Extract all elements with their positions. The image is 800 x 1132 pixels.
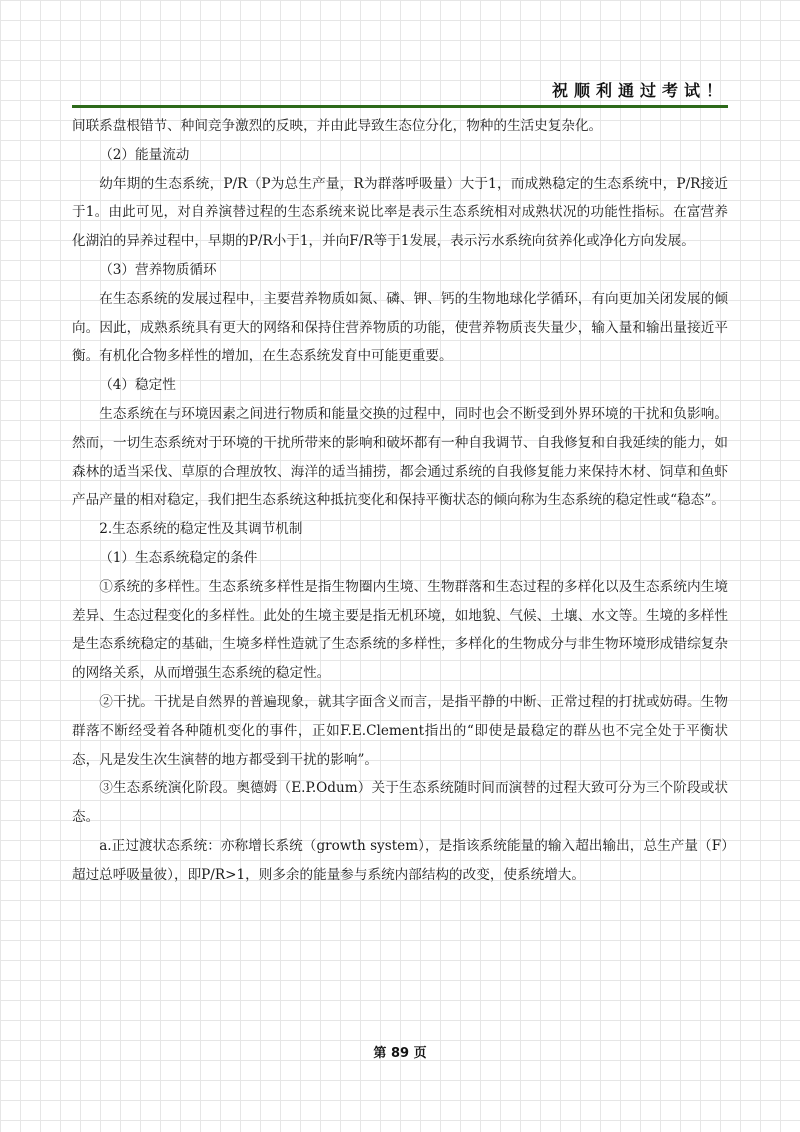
- section-heading: （1）生态系统稳定的条件: [99, 549, 258, 566]
- header-divider: [72, 105, 728, 108]
- paragraph: ②干扰。干扰是自然界的普遍现象，就其字面含义而言，是指平静的中断、正常过程的打扰或妨碍。生物群落不断经受着各种随机变化的事件，正如F.E.Clement指出的“即使是最稳定的群丛也不完全处于平衡状态，凡是发生次生演替的地方都受到干扰的影响”。: [72, 693, 728, 768]
- page-number: 第 89 页: [373, 1046, 427, 1061]
- paragraph: ①系统的多样性。生态系统多样性是指生物圈内生境、生物群落和生态过程的多样化以及生态系统内生境差异、生态过程变化的多样性。此处的生境主要是指无机环境，如地貌、气候、土壤、水文等。生境的多样性是生态系统稳定的基础，生境多样性造就了生态系统的多样性，多样化的生物成分与非生物环境形成错综复杂的网络关系，从而增强生态系统的稳定性。: [72, 578, 728, 682]
- paragraph: 间联系盘根错节、种间竞争激烈的反映，并由此导致生态位分化，物种的生活史复杂化。: [72, 118, 603, 134]
- section-heading: （4）稳定性: [99, 377, 176, 394]
- paragraph: 幼年期的生态系统，P/R（P为总生产量，R为群落呼吸量）大于1，而成熟稳定的生态系统中，P/R接近于1。由此可见，对自养演替过程的生态系统来说比率是表示生态系统相对成熟状况的功能性指标。在富营养化湖泊的异养过程中，早期的P/R小于1，并向F/R等于1发展，表示污水系统向贫养化或净化方向发展。: [72, 175, 728, 250]
- document-body: [72, 112, 728, 890]
- paragraph: ③生态系统演化阶段。奥德姆（E.P.Odum）关于生态系统随时间而演替的过程大致可分为三个阶段或状态。: [72, 780, 728, 826]
- paragraph: a.正过渡状态系统：亦称增长系统（growth system），是指该系统能量的输入超出输出，总生产量（F）超过总呼吸量彼），即P/R>1，则多余的能量参与系统内部结构的改变，使系统增大。: [72, 837, 728, 883]
- section-heading: （2）能量流动: [99, 146, 190, 163]
- paragraph: 在生态系统的发展过程中，主要营养物质如氮、磷、钾、钙的生物地球化学循环，有向更加关闭发展的倾向。因此，成熟系统具有更大的网络和保持住营养物质的功能，使营养物质丧失量少，输入量和输出量接近平衡。有机化合物多样性的增加，在生态系统发育中可能更重要。: [72, 290, 728, 365]
- paragraph: 生态系统在与环境因素之间进行物质和能量交换的过程中，同时也会不断受到外界环境的干扰和负影响。然而，一切生态系统对于环境的干扰所带来的影响和破坏都有一种自我调节、自我修复和自我延续的能力，如森林的适当采伐、草原的合理放牧、海洋的适当捕捞，都会通过系统的自我修复能力来保持木材、饲草和鱼虾产品产量的相对稳定，我们把生态系统这种抵抗变化和保持平衡状态的倾向称为生态系统的稳定性或“稳态”。: [72, 405, 728, 509]
- section-heading: 2.生态系统的稳定性及其调节机制: [99, 521, 303, 538]
- section-heading: （3）营养物质循环: [99, 261, 217, 278]
- header-slogan: 祝顺利通过考试！: [551, 81, 728, 100]
